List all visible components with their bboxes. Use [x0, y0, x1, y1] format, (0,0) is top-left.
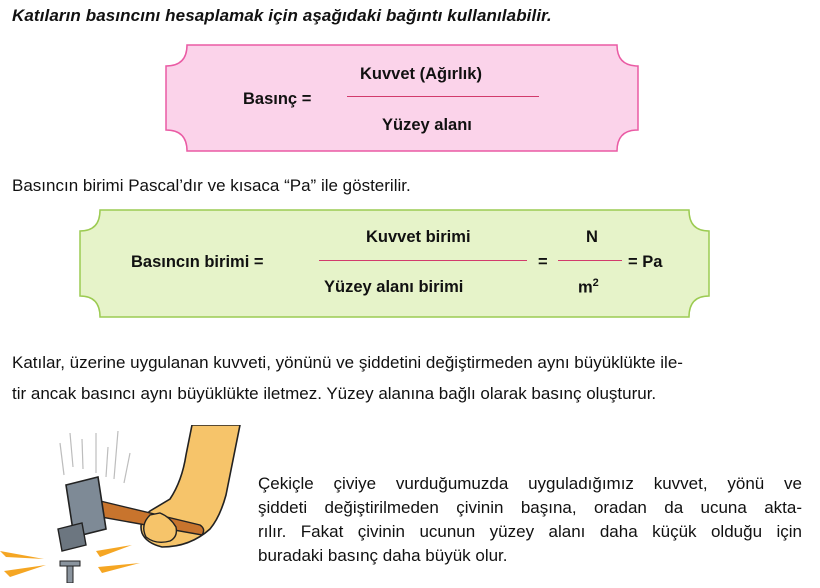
square-meter-base: m: [578, 278, 593, 297]
hammer-head: [58, 477, 106, 551]
page-heading: Katıların basıncını hesaplamak için aşağıdaki bağıntı kullanılabilir.: [12, 6, 552, 25]
pressure-fraction-line: [347, 96, 539, 97]
unit-lhs: Basıncın birimi =: [131, 253, 264, 271]
square-meter-exponent: 2: [592, 277, 599, 289]
pressure-formula-box: [165, 44, 639, 152]
solids-paragraph-line-2: tir ancak basıncı aynı büyüklükte iletmez. Yüzey alanına bağlı olarak basınç oluşturur.: [12, 384, 657, 403]
pressure-numerator: Kuvvet (Ağırlık): [360, 65, 482, 83]
unit-equals-1: =: [538, 253, 548, 271]
square-meter-denominator: [578, 277, 599, 298]
nail-shape: [60, 561, 80, 583]
solids-paragraph-line-1: Katılar, üzerine uygulanan kuvveti, yönünü ve şiddetini değiştirmeden aynı büyüklükte ile-: [12, 353, 683, 372]
unit-numerator: Kuvvet birimi: [366, 228, 471, 246]
hammer-paragraph-line-1: Çekiçle çiviye vurduğumuzda uyguladığımız kuvvet, yönü ve: [258, 474, 802, 493]
hammer-paragraph-line-3: rılır. Fakat çivinin ucunun yüzey alanı daha küçük olduğu için: [258, 522, 802, 541]
pressure-formula-box-shape: [165, 44, 639, 152]
pascal-result: = Pa: [628, 253, 663, 271]
unit-denominator: Yüzey alanı birimi: [324, 278, 464, 296]
newton-fraction-line: [558, 260, 622, 261]
pressure-denominator: Yüzey alanı: [382, 116, 472, 134]
hand-hammer-nail-icon: [0, 425, 245, 583]
hammer-paragraph-line-4: buradaki basınç daha büyük olur.: [258, 546, 508, 565]
newton-numerator: N: [586, 228, 598, 246]
hammer-paragraph: [258, 472, 802, 568]
pressure-unit-formula-box: [79, 209, 710, 318]
unit-sentence: Basıncın birimi Pascal’dır ve kısaca “Pa” ile gösterilir.: [12, 176, 411, 195]
pressure-lhs: Basınç =: [243, 90, 312, 108]
unit-fraction-line: [319, 260, 527, 261]
hammer-paragraph-line-2: şiddeti değiştirilmeden çivinin başına, oradan da ucuna akta-: [258, 498, 802, 517]
motion-lines: [60, 431, 130, 483]
